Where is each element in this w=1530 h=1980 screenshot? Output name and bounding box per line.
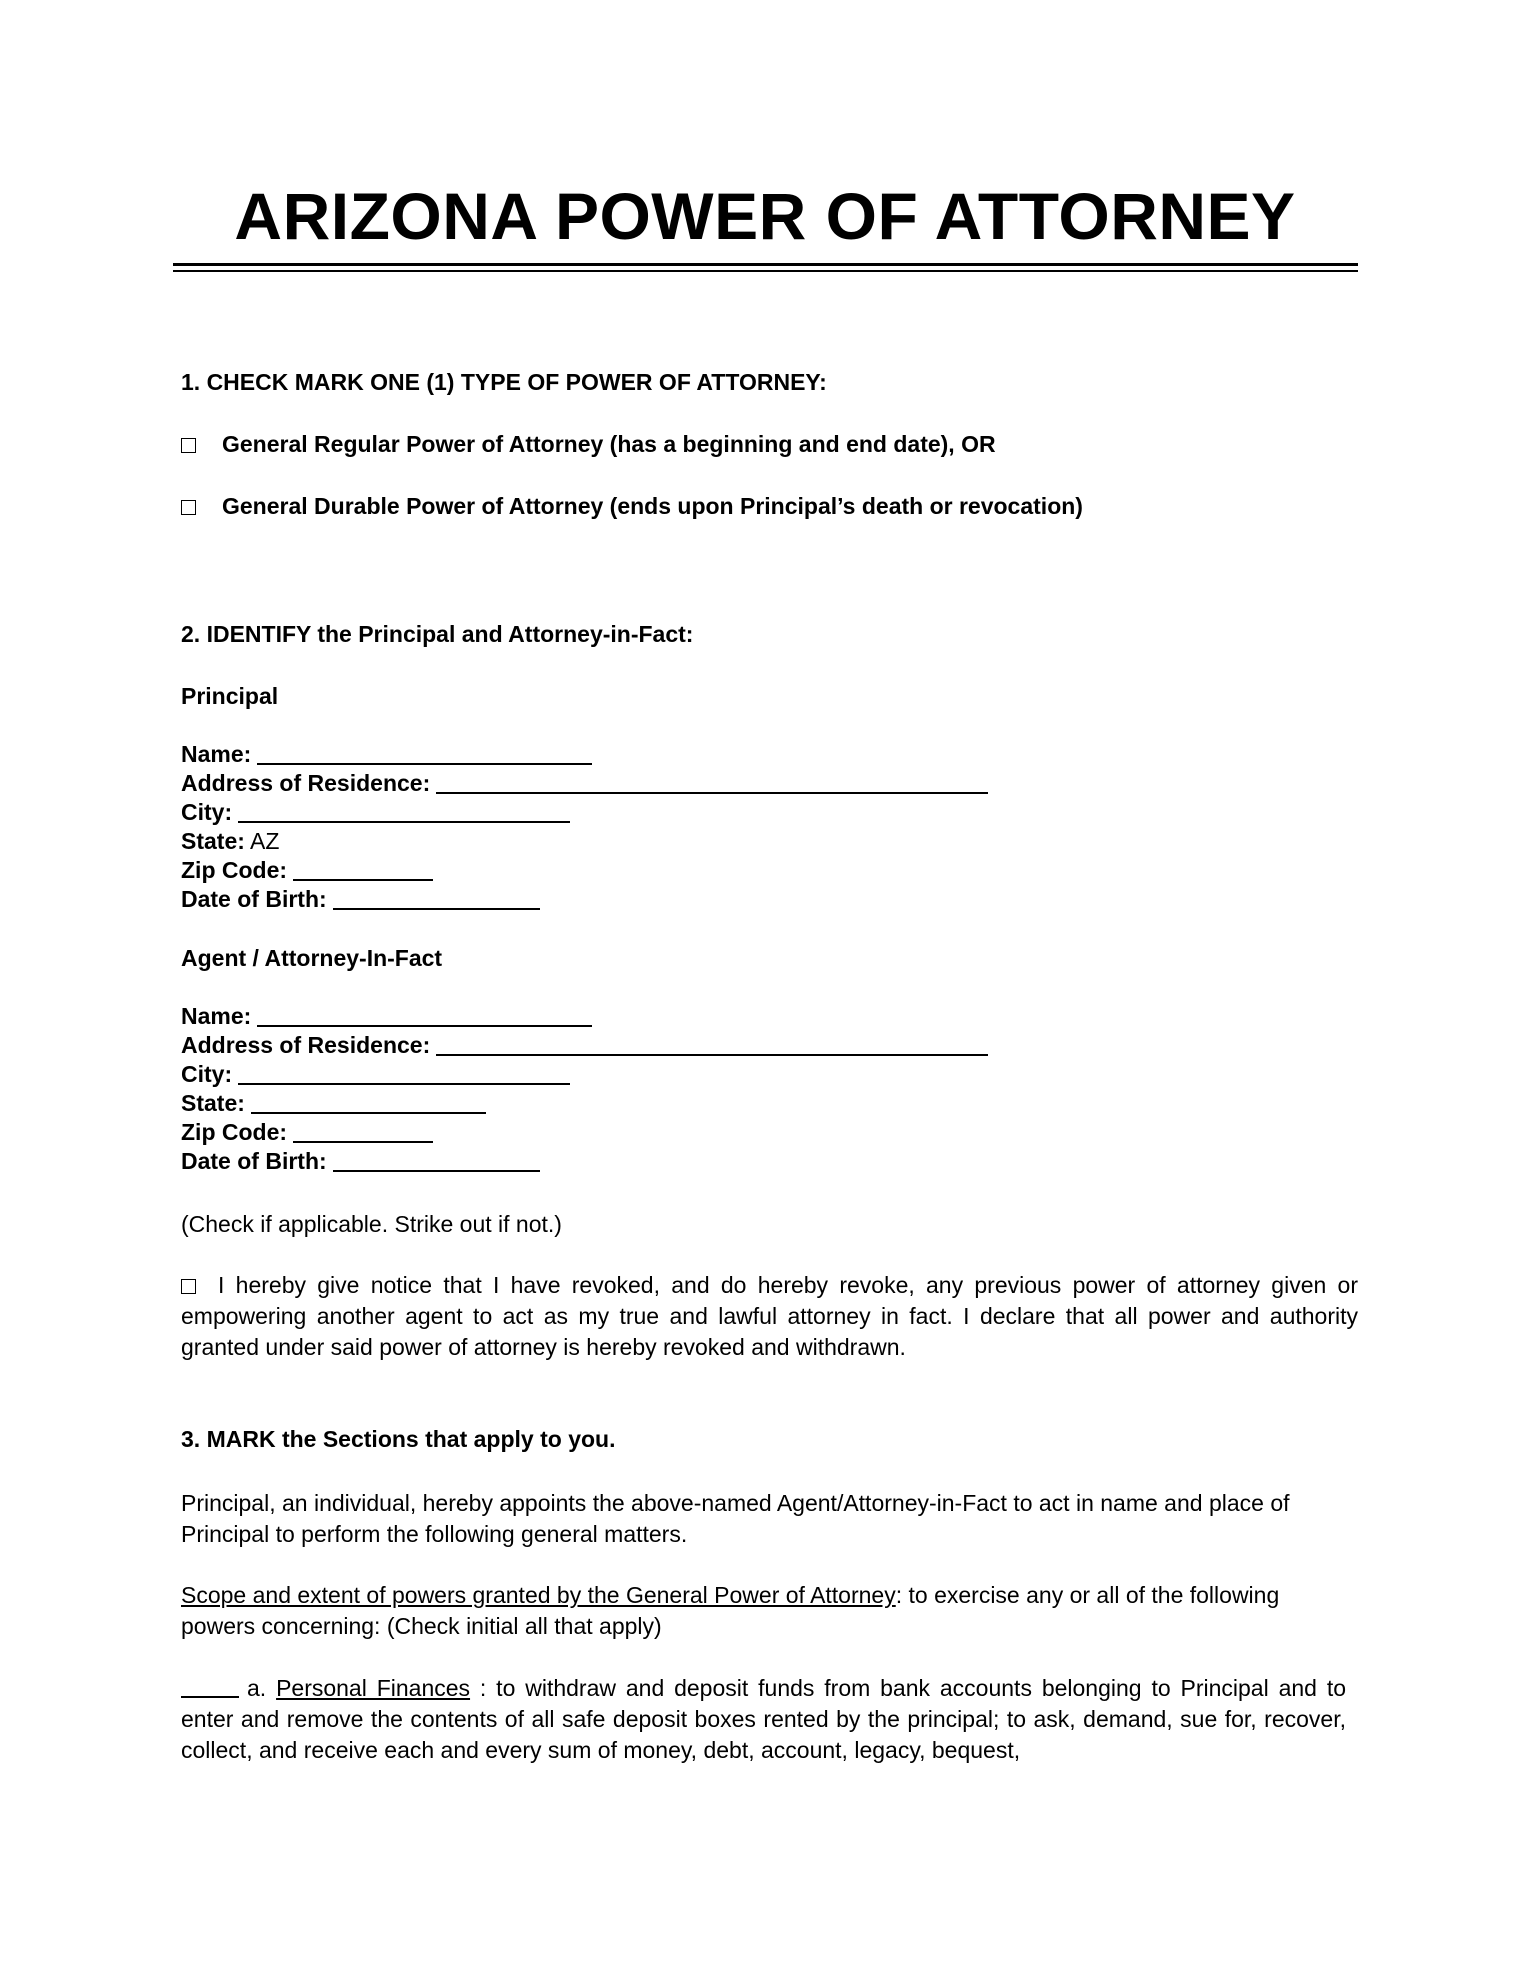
- principal-address-row: [181, 769, 988, 798]
- item-a-paragraph: [181, 1673, 1346, 1766]
- principal-state-label: State:: [181, 828, 245, 854]
- agent-state-field[interactable]: [251, 1092, 486, 1114]
- revocation-text: I hereby give notice that I have revoked, and do hereby revoke, any previous power of attorney given or empowering another agent to act as my true and lawful attorney in fact. I declare that all power and authority granted under said power of attorney is hereby revoked and withdrawn.: [181, 1272, 1358, 1360]
- agent-heading: Agent / Attorney-In-Fact: [181, 945, 443, 971]
- agent-name-field[interactable]: [257, 1005, 592, 1027]
- section3-heading: 3. MARK the Sections that apply to you.: [181, 1426, 616, 1452]
- principal-address-field[interactable]: [436, 772, 988, 794]
- principal-heading: Principal: [181, 683, 279, 709]
- agent-city-label: City:: [181, 1061, 233, 1087]
- revocation-paragraph: [181, 1270, 1358, 1363]
- agent-state-row: [181, 1089, 486, 1118]
- agent-city-field[interactable]: [238, 1063, 570, 1085]
- agent-dob-label: Date of Birth:: [181, 1148, 327, 1174]
- scope-paragraph: [181, 1580, 1311, 1642]
- document-title: ARIZONA POWER OF ATTORNEY: [234, 179, 1296, 253]
- agent-zip-row: [181, 1118, 433, 1147]
- principal-name-row: [181, 740, 592, 769]
- check-note: (Check if applicable. Strike out if not.): [181, 1211, 562, 1237]
- section3-intro: Principal, an individual, hereby appoints the above-named Agent/Attorney-in-Fact to act in name and place of Principal to perform the following general matters.: [181, 1490, 1290, 1547]
- agent-dob-field[interactable]: [333, 1150, 540, 1172]
- agent-zip-label: Zip Code:: [181, 1119, 288, 1145]
- agent-city-row: [181, 1060, 570, 1089]
- scope-rest: : to exercise any or all of the following powers concerning: (Check initial all that apply): [181, 1582, 1280, 1639]
- checkbox-revocation[interactable]: [181, 1279, 196, 1294]
- principal-state-value: AZ: [250, 828, 280, 854]
- checkbox-general-regular[interactable]: [181, 438, 196, 453]
- principal-city-field[interactable]: [238, 801, 570, 823]
- checkbox-general-durable[interactable]: [181, 500, 196, 515]
- item-a-prefix: a.: [247, 1675, 267, 1701]
- agent-address-field[interactable]: [436, 1034, 988, 1056]
- section1-heading: 1. CHECK MARK ONE (1) TYPE OF POWER OF ATTORNEY:: [181, 369, 827, 395]
- agent-zip-field[interactable]: [293, 1121, 433, 1143]
- section2-heading: 2. IDENTIFY the Principal and Attorney-in-Fact:: [181, 621, 694, 647]
- option-general-regular-label: General Regular Power of Attorney (has a beginning and end date), OR: [222, 431, 996, 457]
- principal-name-field[interactable]: [257, 743, 592, 765]
- agent-name-row: [181, 1002, 592, 1031]
- title-rule-bottom: [173, 270, 1358, 272]
- option-general-durable-label: General Durable Power of Attorney (ends upon Principal’s death or revocation): [222, 493, 1083, 519]
- principal-dob-row: [181, 885, 540, 914]
- scope-underlined: Scope and extent of powers granted by the General Power of Attorney: [181, 1582, 896, 1608]
- item-a-text: : to withdraw and deposit funds from bank accounts belonging to Principal and to enter and remove the contents of all safe deposit boxes rented by the principal; to ask, demand, sue for, recover, collect, and receive each and every sum of money, debt, account, legacy, bequest,: [181, 1675, 1346, 1763]
- agent-address-label: Address of Residence:: [181, 1032, 431, 1058]
- principal-dob-label: Date of Birth:: [181, 886, 327, 912]
- principal-zip-label: Zip Code:: [181, 857, 288, 883]
- principal-name-label: Name:: [181, 741, 252, 767]
- title-rule-top: [173, 263, 1358, 266]
- principal-zip-row: [181, 856, 433, 885]
- option-general-durable[interactable]: [181, 492, 1083, 521]
- agent-dob-row: [181, 1147, 540, 1176]
- principal-state-row: [181, 827, 279, 856]
- agent-address-row: [181, 1031, 988, 1060]
- option-general-regular[interactable]: [181, 430, 996, 459]
- principal-address-label: Address of Residence:: [181, 770, 431, 796]
- principal-city-row: [181, 798, 570, 827]
- item-a-title: Personal Finances: [276, 1675, 471, 1701]
- agent-state-label: State:: [181, 1090, 245, 1116]
- principal-city-label: City:: [181, 799, 233, 825]
- agent-name-label: Name:: [181, 1003, 252, 1029]
- principal-dob-field[interactable]: [333, 888, 540, 910]
- item-a-initial-field[interactable]: [181, 1678, 239, 1698]
- principal-zip-field[interactable]: [293, 859, 433, 881]
